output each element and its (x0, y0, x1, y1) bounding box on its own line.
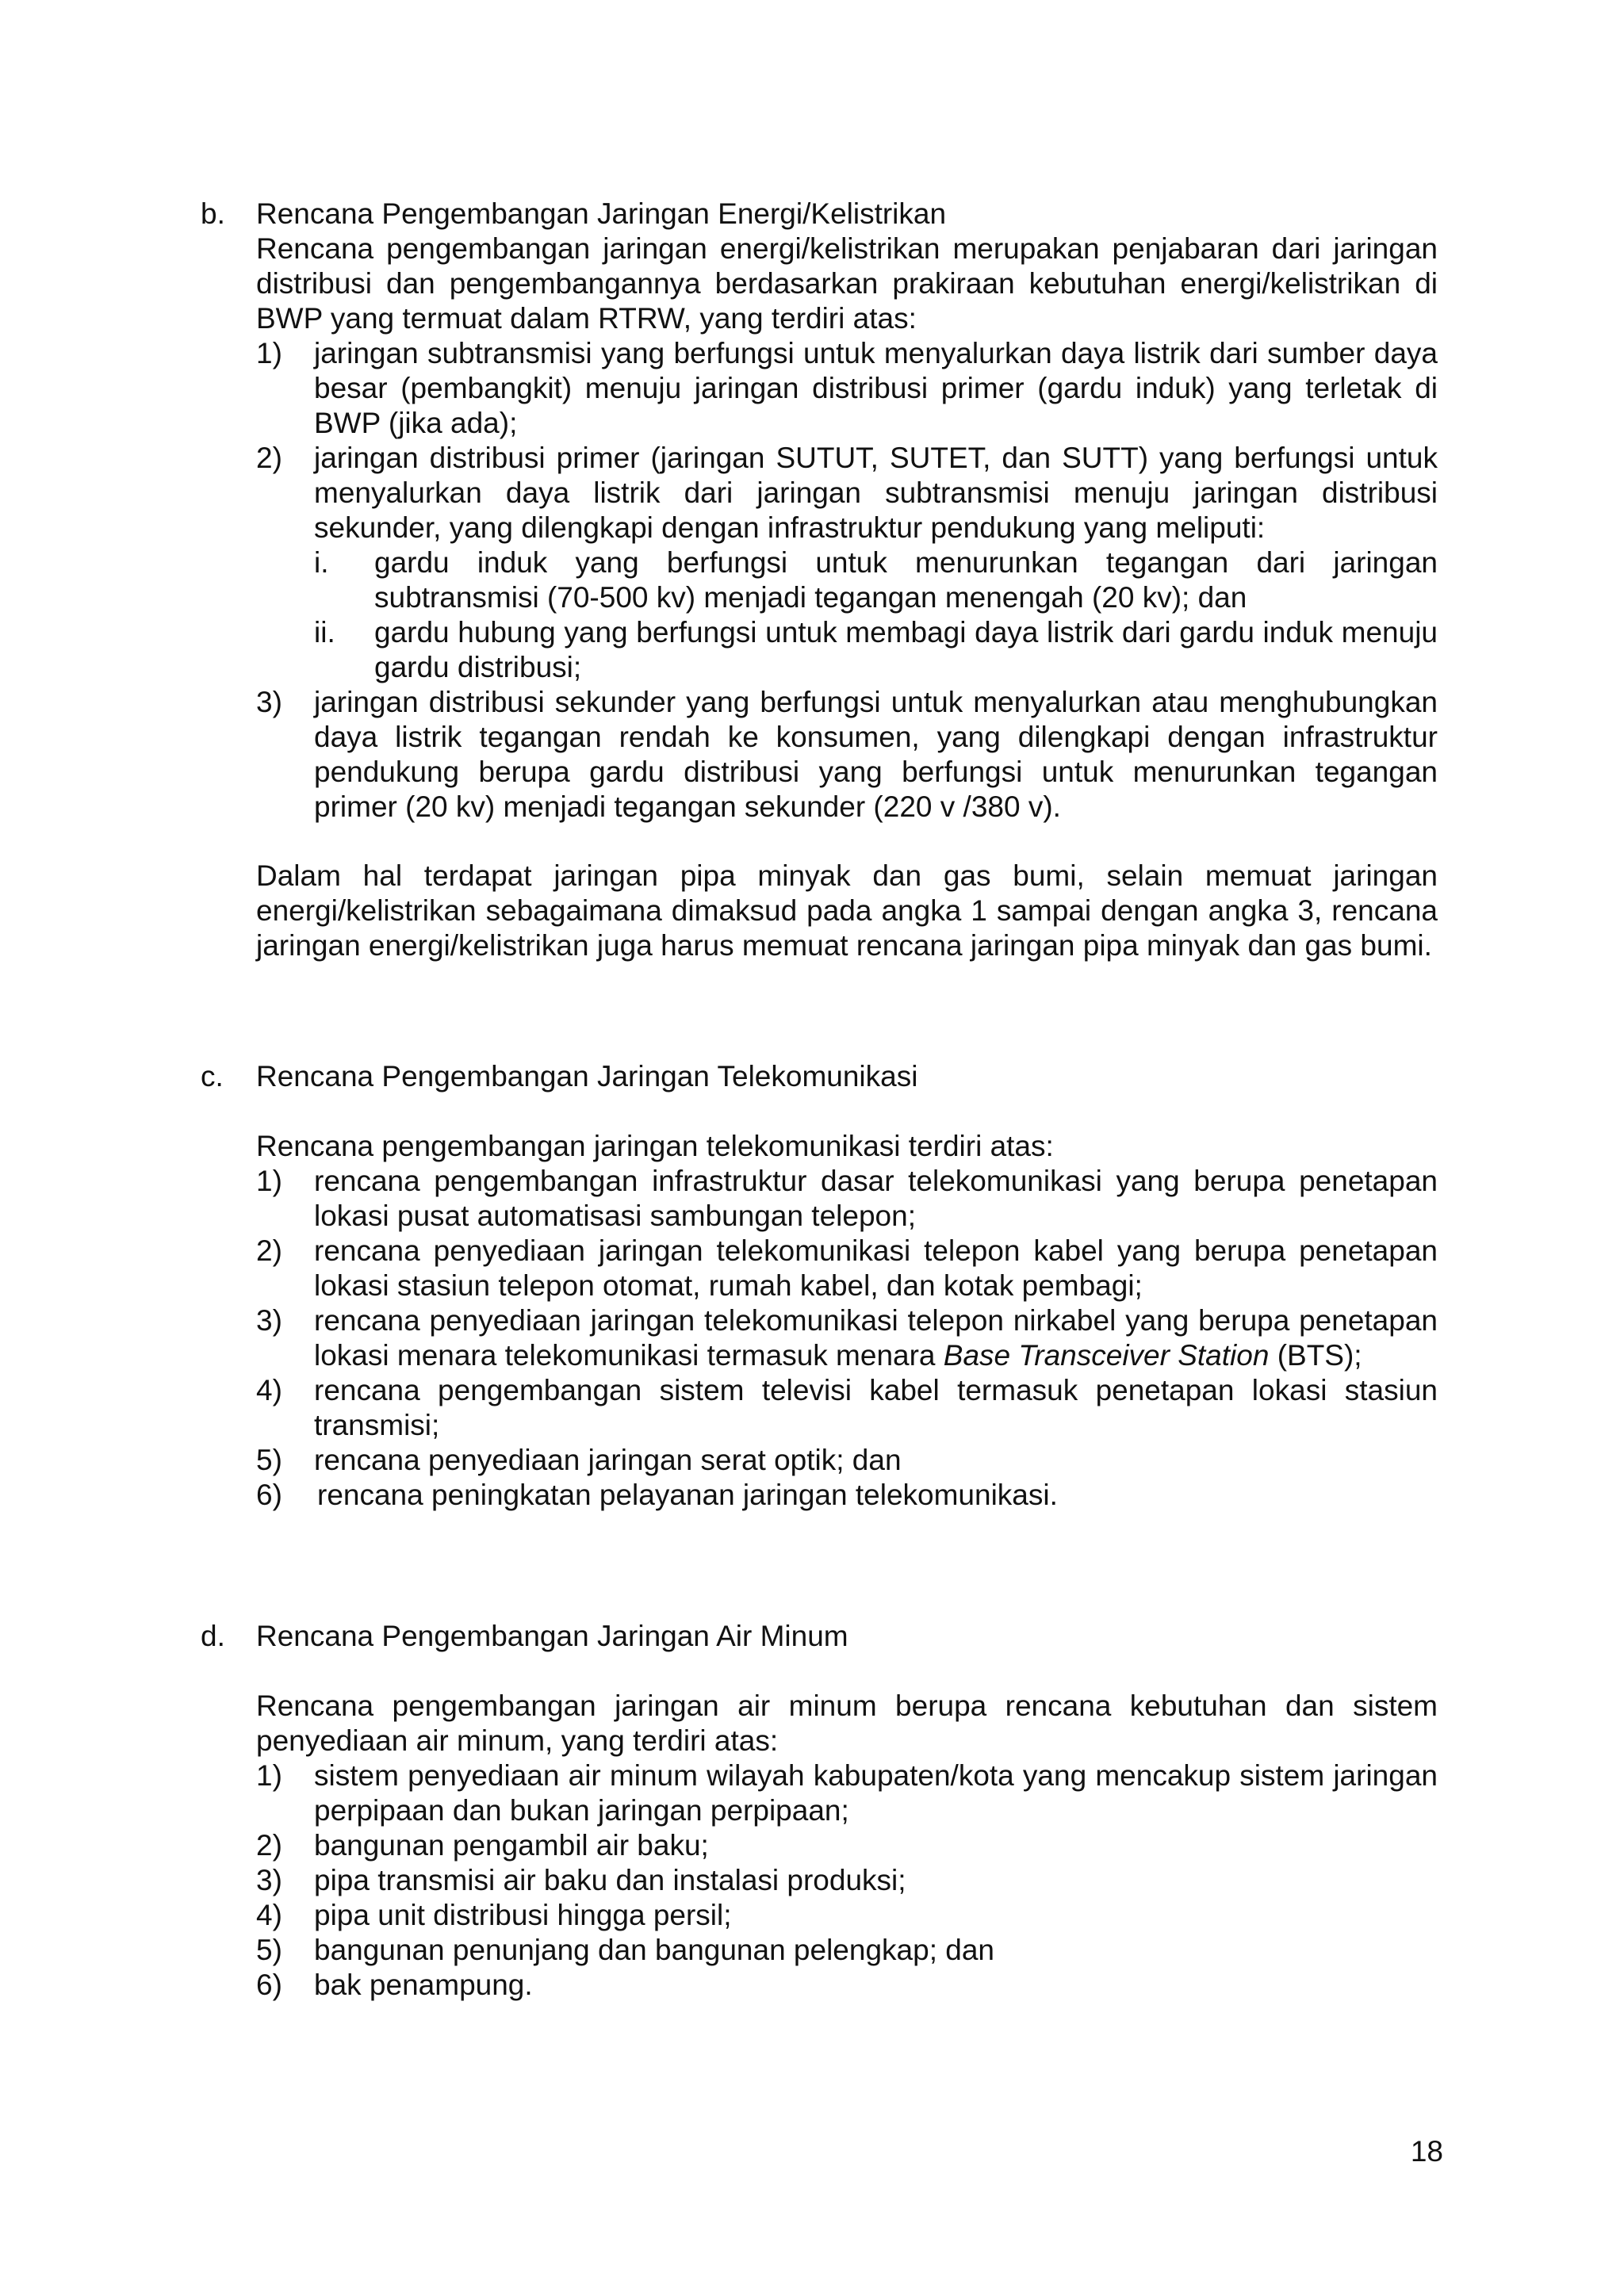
list-number: 3) (256, 1304, 282, 1337)
list-text: bangunan pengambil air baku; (314, 1829, 709, 1862)
closing-paragraph: Dalam hal terdapat jaringan pipa minyak dan gas bumi, selain memuat jaringan energi/kelistrikan sebagaimana dimaksud pada angka 1 sampai dengan angka 3, rencana jaringan energi/kelistrikan juga harus memuat rencana jaringan pipa minyak dan gas bumi. (256, 859, 1438, 962)
list-number: 3) (256, 1864, 282, 1896)
list-text: pipa unit distribusi hingga persil; (314, 1899, 732, 1931)
sub-list-number: ii. (314, 616, 335, 649)
list-number: 1) (256, 1759, 282, 1792)
list-text: jaringan subtransmisi yang berfungsi untuk menyalurkan daya listrik dari sumber daya besar (pembangkit) menuju jaringan distribusi primer (gardu induk) yang terletak di BWP (jika ada); (314, 337, 1438, 439)
list-number: 5) (256, 1934, 282, 1966)
list-item (256, 1758, 1438, 1828)
list-text: rencana penyediaan jaringan telekomunikasi telepon nirkabel yang berupa penetapan lokasi menara telekomunikasi termasuk menara Base Transceiver Station (BTS); (314, 1304, 1438, 1372)
list-text: rencana penyediaan jaringan serat optik; dan (314, 1444, 902, 1476)
section-heading: Rencana Pengembangan Jaringan Telekomunikasi (256, 1060, 918, 1093)
list-item (256, 1303, 1438, 1373)
list-number: 2) (256, 442, 282, 474)
section-intro: Rencana pengembangan jaringan telekomunikasi terdiri atas: (256, 1130, 1054, 1162)
section-letter: d. (201, 1620, 225, 1652)
list-item (256, 1863, 1438, 1898)
list-number: 1) (256, 1165, 282, 1197)
list-item (256, 1478, 1438, 1513)
list-text: sistem penyediaan air minum wilayah kabupaten/kota yang mencakup sistem jaringan perpipaan dan bukan jaringan perpipaan; (314, 1759, 1438, 1827)
sub-list-number: i. (314, 546, 329, 579)
section-water (201, 1619, 1438, 2003)
sub-list-item (314, 615, 1438, 685)
list-text: rencana peningkatan pelayanan jaringan telekomunikasi. (317, 1479, 1058, 1511)
list-number: 3) (256, 686, 282, 718)
list-item (256, 1234, 1438, 1303)
sub-list-text: gardu induk yang berfungsi untuk menurunkan tegangan dari jaringan subtransmisi (70-500 kv) menjadi tegangan menengah (20 kv); dan (374, 546, 1438, 614)
list-text: jaringan distribusi sekunder yang berfungsi untuk menyalurkan atau menghubungkan daya listrik tegangan rendah ke konsumen, yang dilengkapi dengan infrastruktur pendukung berupa gardu distribusi yang berfungsi untuk menurunkan tegangan primer (20 kv) menjadi tegangan sekunder (220 v /380 v). (314, 686, 1438, 823)
list-text: bak penampung. (314, 1969, 533, 2001)
list-number: 2) (256, 1234, 282, 1267)
list-item (256, 1373, 1438, 1443)
list-text: rencana penyediaan jaringan telekomunikasi telepon kabel yang berupa penetapan lokasi stasiun telepon otomat, rumah kabel, dan kotak pembagi; (314, 1234, 1438, 1302)
list-number: 6) (256, 1969, 282, 2001)
section-energy (201, 197, 1438, 963)
sub-list-text: gardu hubung yang berfungsi untuk membagi daya listrik dari gardu induk menuju gardu distribusi; (374, 616, 1438, 683)
section-letter: b. (201, 197, 225, 230)
list-number: 1) (256, 337, 282, 369)
list-number: 4) (256, 1374, 282, 1406)
list-text: jaringan distribusi primer (jaringan SUTUT, SUTET, dan SUTT) yang berfungsi untuk menyalurkan daya listrik dari jaringan subtransmisi menuju jaringan distribusi sekunder, yang dilengkapi dengan infrastruktur pendukung yang meliputi: (314, 442, 1438, 544)
sub-list-item (314, 545, 1438, 615)
list-item (256, 1443, 1438, 1478)
list-number: 4) (256, 1899, 282, 1931)
list-item (256, 1968, 1438, 2003)
list-item (256, 336, 1438, 441)
list-item (256, 1164, 1438, 1234)
section-telecom (201, 1059, 1438, 1513)
section-letter: c. (201, 1060, 224, 1093)
list-item (256, 1933, 1438, 1968)
section-intro: Rencana pengembangan jaringan air minum berupa rencana kebutuhan dan sistem penyediaan air minum, yang terdiri atas: (256, 1689, 1438, 1757)
list-text: bangunan penunjang dan bangunan pelengkap; dan (314, 1934, 994, 1966)
list-item (256, 685, 1438, 825)
list-number: 6) (256, 1479, 282, 1511)
section-intro: Rencana pengembangan jaringan energi/kelistrikan merupakan penjabaran dari jaringan distribusi dan pengembangannya berdasarkan prakiraan kebutuhan energi/kelistrikan di BWP yang termuat dalam RTRW, yang terdiri atas: (256, 232, 1438, 335)
list-number: 5) (256, 1444, 282, 1476)
list-text: pipa transmisi air baku dan instalasi produksi; (314, 1864, 906, 1896)
list-item (256, 1828, 1438, 1863)
list-item (256, 441, 1438, 545)
list-text: rencana pengembangan sistem televisi kabel termasuk penetapan lokasi stasiun transmisi; (314, 1374, 1438, 1441)
section-heading: Rencana Pengembangan Jaringan Air Minum (256, 1620, 848, 1652)
page-number: 18 (1410, 2135, 1443, 2168)
list-number: 2) (256, 1829, 282, 1862)
list-text: rencana pengembangan infrastruktur dasar telekomunikasi yang berupa penetapan lokasi pusat automatisasi sambungan telepon; (314, 1165, 1438, 1232)
section-heading: Rencana Pengembangan Jaringan Energi/Kelistrikan (256, 197, 947, 230)
list-item (256, 1898, 1438, 1933)
